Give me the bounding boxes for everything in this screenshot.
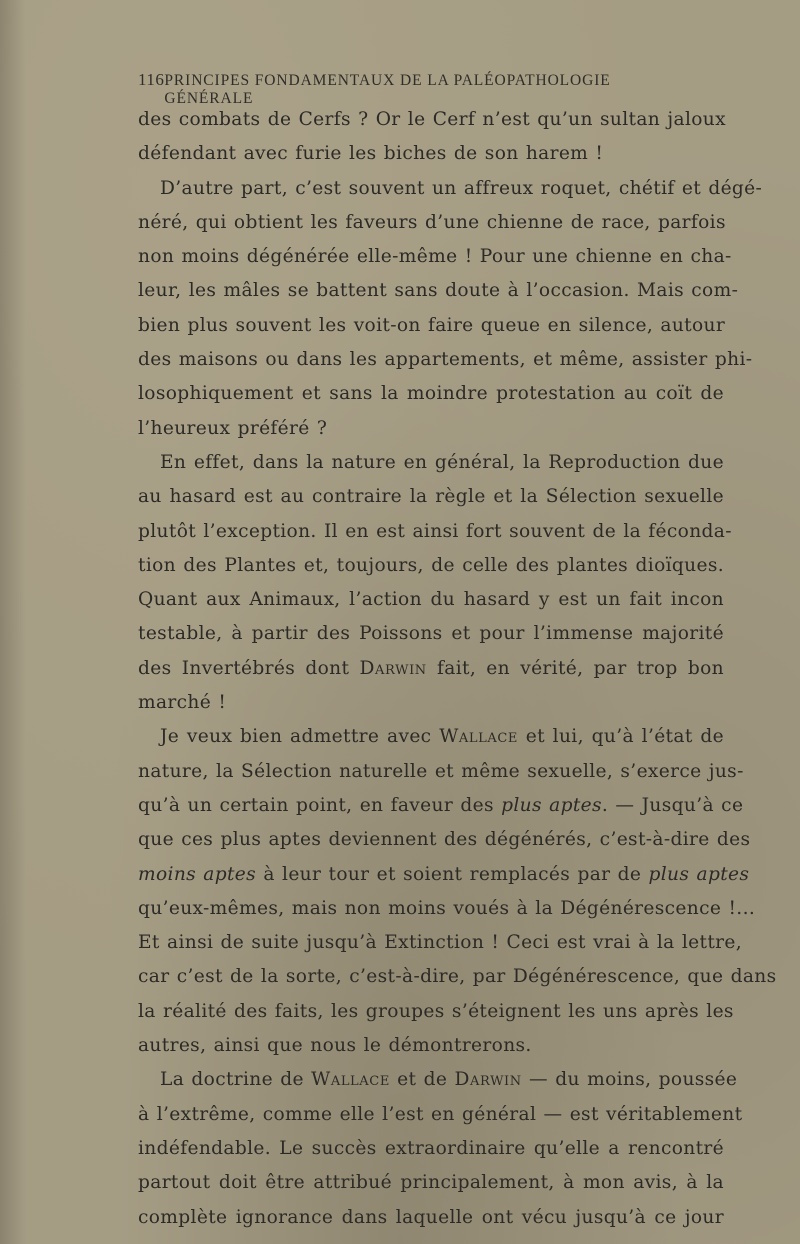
page-edge-shadow	[0, 0, 26, 1244]
text-line	[138, 617, 724, 651]
author-name-darwin: Darwin	[359, 657, 427, 679]
text-line	[138, 789, 744, 823]
text-line: la réalité des faits, les groupes s’éteignent les uns après les	[138, 1000, 734, 1022]
text-line	[138, 652, 724, 686]
author-name-wallace: Wallace	[311, 1069, 390, 1091]
text-segment: Je veux bien admettre avec	[160, 726, 440, 748]
text-line: D’autre part, c’est souvent un affreux roquet, chétif et dégé-	[160, 177, 763, 199]
text-segment: — du moins, poussée	[521, 1069, 738, 1091]
text-segment: et lui, qu’à l’état de	[518, 726, 724, 748]
text-line: complète ignorance dans laquelle ont vécu jusqu’à ce jour	[138, 1206, 724, 1228]
running-header	[138, 70, 698, 107]
italic-term: plus aptes	[648, 863, 750, 885]
text-line: à l’extrême, comme elle l’est en général — est véritablement	[138, 1103, 743, 1125]
text-line: des maisons ou dans les appartements, et même, assister phi-	[138, 349, 753, 371]
author-name-darwin: Darwin	[454, 1069, 522, 1091]
text-line: tion des Plantes et, toujours, de celle des plantes dioïques.	[138, 554, 724, 576]
text-line: bien plus souvent les voit-on faire queue en silence, autour	[138, 314, 726, 336]
text-line: Et ainsi de suite jusqu’à Extinction ! Ceci est vrai à la lettre,	[138, 932, 742, 954]
italic-term: moins aptes	[138, 863, 257, 885]
text-line: que ces plus aptes deviennent des dégénérés, c’est-à-dire des	[138, 829, 751, 851]
text-line	[138, 858, 750, 892]
text-line: qu’eux-mêmes, mais non moins voués à la Dégénérescence !...	[138, 897, 756, 919]
text-line: l’heureux préféré ?	[138, 417, 328, 439]
text-line: partout doit être attribué principalement, à mon avis, à la	[138, 1172, 724, 1194]
text-line	[138, 1063, 738, 1097]
text-segment: à leur tour et soient remplacés par de	[256, 863, 649, 885]
text-segment: des Invertébrés dont	[138, 657, 360, 679]
text-segment: et de	[389, 1069, 455, 1091]
text-line: des combats de Cerfs ? Or le Cerf n’est qu’un sultan jaloux	[138, 109, 726, 130]
text-segment: . — Jusqu’à ce	[601, 794, 744, 816]
text-line: néré, qui obtient les faveurs d’une chienne de race, parfois	[138, 211, 726, 233]
page-number: 116	[138, 70, 165, 89]
text-line	[138, 720, 724, 754]
text-line: car c’est de la sorte, c’est-à-dire, par Dégénérescence, que dans	[138, 966, 777, 988]
text-line: Quant aux Animaux, l’action du hasard y est un fait incon	[138, 589, 724, 611]
text-line: non moins dégénérée elle-même ! Pour une chienne en cha-	[138, 246, 732, 268]
text-line: autres, ainsi que nous le démontrerons.	[138, 1035, 532, 1057]
text-segment: La doctrine de	[160, 1069, 312, 1091]
text-line: losophiquement et sans la moindre protestation au coït de	[138, 383, 724, 405]
text-line: leur, les mâles se battent sans doute à l’occasion. Mais com-	[138, 280, 739, 302]
text-segment: testable, à partir des Poissons et pour l’immense majorité	[138, 623, 724, 645]
body-text	[138, 103, 777, 1235]
text-line: nature, la Sélection naturelle et même sexuelle, s’exerce jus-	[138, 760, 744, 782]
italic-term: plus aptes	[501, 794, 602, 816]
text-line: En effet, dans la nature en général, la Reproduction due	[160, 451, 724, 473]
text-line: indéfendable. Le succès extraordinaire qu’elle a rencontré	[138, 1137, 724, 1159]
text-line: au hasard est au contraire la règle et la Sélection sexuelle	[138, 486, 724, 508]
running-title: PRINCIPES FONDAMENTAUX DE LA PALÉOPATHOLOGIE GÉNÉRALE	[164, 72, 611, 107]
author-name-wallace: Wallace	[439, 726, 518, 748]
text-segment: fait, en vérité, par trop bon	[426, 657, 724, 679]
text-segment: qu’à un certain point, en faveur des	[138, 794, 502, 816]
text-line: défendant avec furie les biches de son harem !	[138, 143, 604, 165]
text-line: plutôt l’exception. Il en est ainsi fort souvent de la féconda-	[138, 520, 732, 542]
text-line: marché !	[138, 692, 227, 714]
